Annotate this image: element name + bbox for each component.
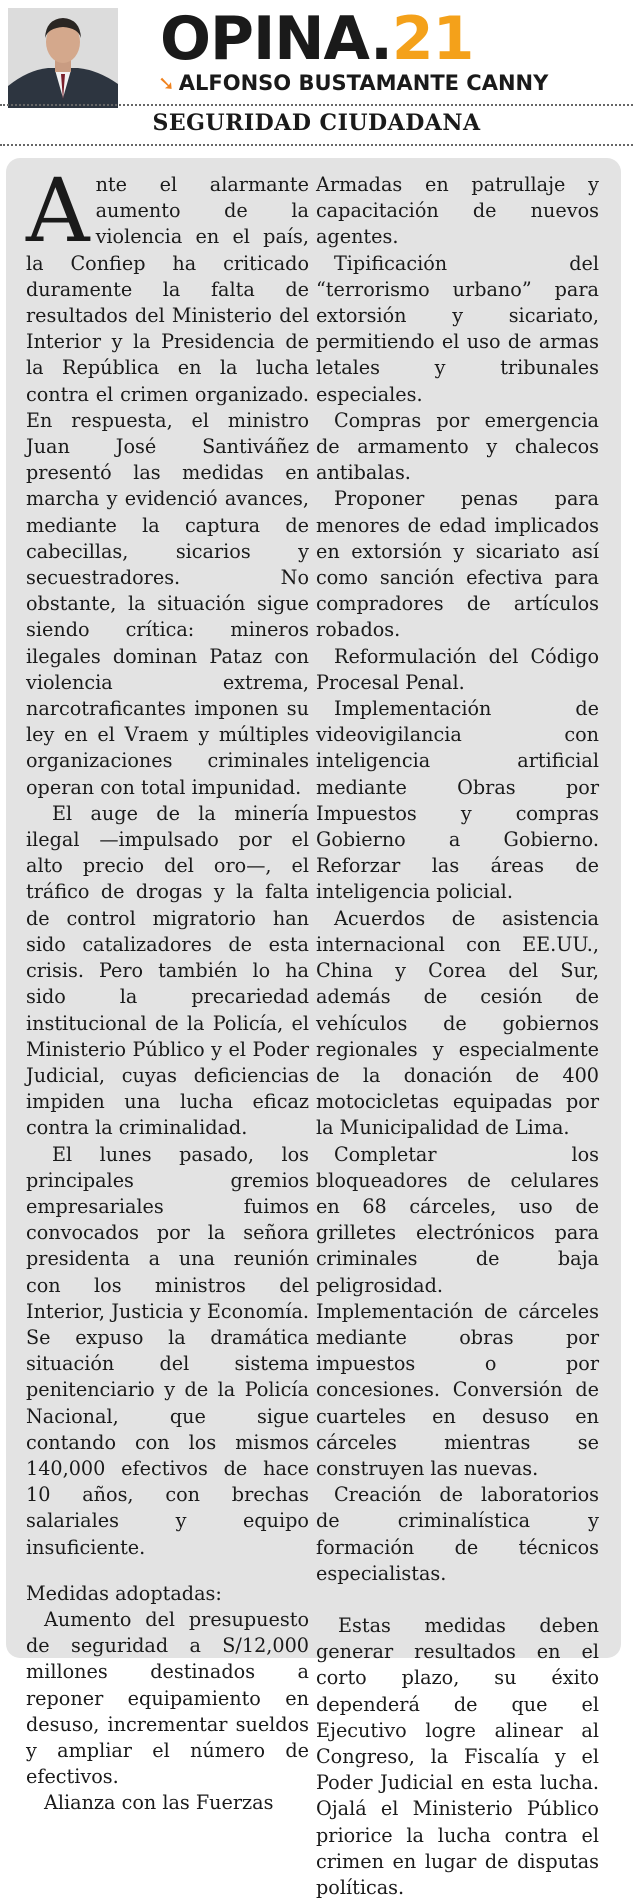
list-item: Proponer penas para menores de edad implicados en extorsión y sicariato así como sanción efectiva para compradores de artículos robados. — [316, 487, 599, 642]
author-name: ALFONSO BUSTAMANTE CANNY — [178, 71, 549, 95]
author-line — [158, 70, 548, 96]
list-item: Completar los bloqueadores de celulares en 68 cárceles, uso de grilletes electrónicos para criminales de baja peligrosidad. Implementación de cárceles mediante obras por impuestos o por concesiones. Conversión de cuarteles en desuso en cárceles mientras se construyen las nuevas. — [316, 1142, 599, 1480]
list-item: Reformulación del Código Procesal Penal. — [316, 644, 599, 694]
author-photo — [8, 8, 118, 108]
arrow-icon: ➘ — [158, 71, 175, 95]
list-item: Creación de laboratorios de criminalística y formación de técnicos especialistas. — [316, 1483, 599, 1585]
brand-logo — [160, 4, 473, 74]
spacer — [316, 1587, 599, 1613]
list-item: Compras por emergencia de armamento y chalecos antibalas. — [316, 408, 599, 485]
list-item: Tipificación del “terrorismo urbano” para extorsión y sicariato, permitiendo el uso de armas letales y tribunales especiales. — [316, 251, 599, 406]
list-item: Armadas en patrullaje y capacitación de nuevos agentes. — [316, 173, 599, 249]
list-item: Acuerdos de asistencia internacional con EE.UU., China y Corea del Sur, además de cesión de vehículos de gobiernos regionales y especialmente de la donación de 400 motocicletas equipadas por la Municipalidad de Lima. — [316, 906, 599, 1140]
author-portrait-icon — [8, 8, 118, 108]
paragraph-text: nte el alarmante aumento de la violencia en el país, la Confiep ha criticado duramente la falta de resultados del Ministerio del Interior y la Presidencia de la República en la lucha contra el crimen organizado. En respuesta, el ministro Juan José Santiváñez presentó las medidas en marcha y evidenció avances, mediante la captura de cabecillas, sicarios y secuestradores. No obstante, la situación sigue siendo crítica: mineros ilegales dominan Pataz con violencia extrema, narcotraficantes imponen su ley en el Vraem y múltiples organizaciones criminales operan con total impunidad. — [26, 173, 309, 799]
article-column-right — [316, 172, 599, 1901]
list-heading: Medidas adoptadas: — [26, 1581, 222, 1605]
list-item: Aumento del presupuesto de seguridad a S/12,000 millones destinados a reponer equipamiento en desuso, incrementar sueldos y ampliar el número de efectivos. — [26, 1607, 309, 1789]
article-column-left — [26, 159, 309, 1817]
divider-top — [0, 104, 633, 106]
paragraph — [26, 159, 309, 801]
divider-bottom — [0, 144, 633, 146]
brand-number: 21 — [391, 4, 474, 74]
list-item: Alianza con las Fuerzas — [44, 1791, 274, 1815]
section-title: SEGURIDAD CIUDADANA — [152, 110, 481, 136]
brand-main: OPINA. — [160, 4, 392, 74]
paragraph-conclusion: Estas medidas deben generar resultados en el corto plazo, su éxito dependerá de que el Ejecutivo logre alinear al Congreso, la Fiscalía y el Poder Judicial en esta lucha. Ojalá el Ministerio Público priorice la lucha contra el crimen en lugar de disputas políticas. — [316, 1613, 599, 1899]
list-item: Implementación de videovigilancia con inteligencia artificial mediante Obras por Impuestos y compras Gobierno a Gobierno. Reforzar las áreas de inteligencia policial. — [316, 697, 599, 904]
paragraph: El lunes pasado, los principales gremios empresariales fuimos convocados por la señora presidenta a una reunión con los ministros del Interior, Justicia y Economía. Se expuso la dramática situación del sistema penitenciario y de la Policía Nacional, que sigue contando con los mismos 140,000 efectivos de hace 10 años, con brechas salariales y equipo insuficiente. — [26, 1142, 309, 1559]
drop-cap: A — [26, 159, 90, 262]
paragraph: El auge de la minería ilegal —impulsado por el alto precio del oro—, el tráfico de drogas y la falta de control migratorio han sido catalizadores de esta crisis. Pero también lo ha sido la precariedad institucional de la Policía, el Ministerio Público y el Poder Judicial, cuyas deficiencias impiden una lucha eficaz contra la criminalidad. — [26, 801, 309, 1140]
